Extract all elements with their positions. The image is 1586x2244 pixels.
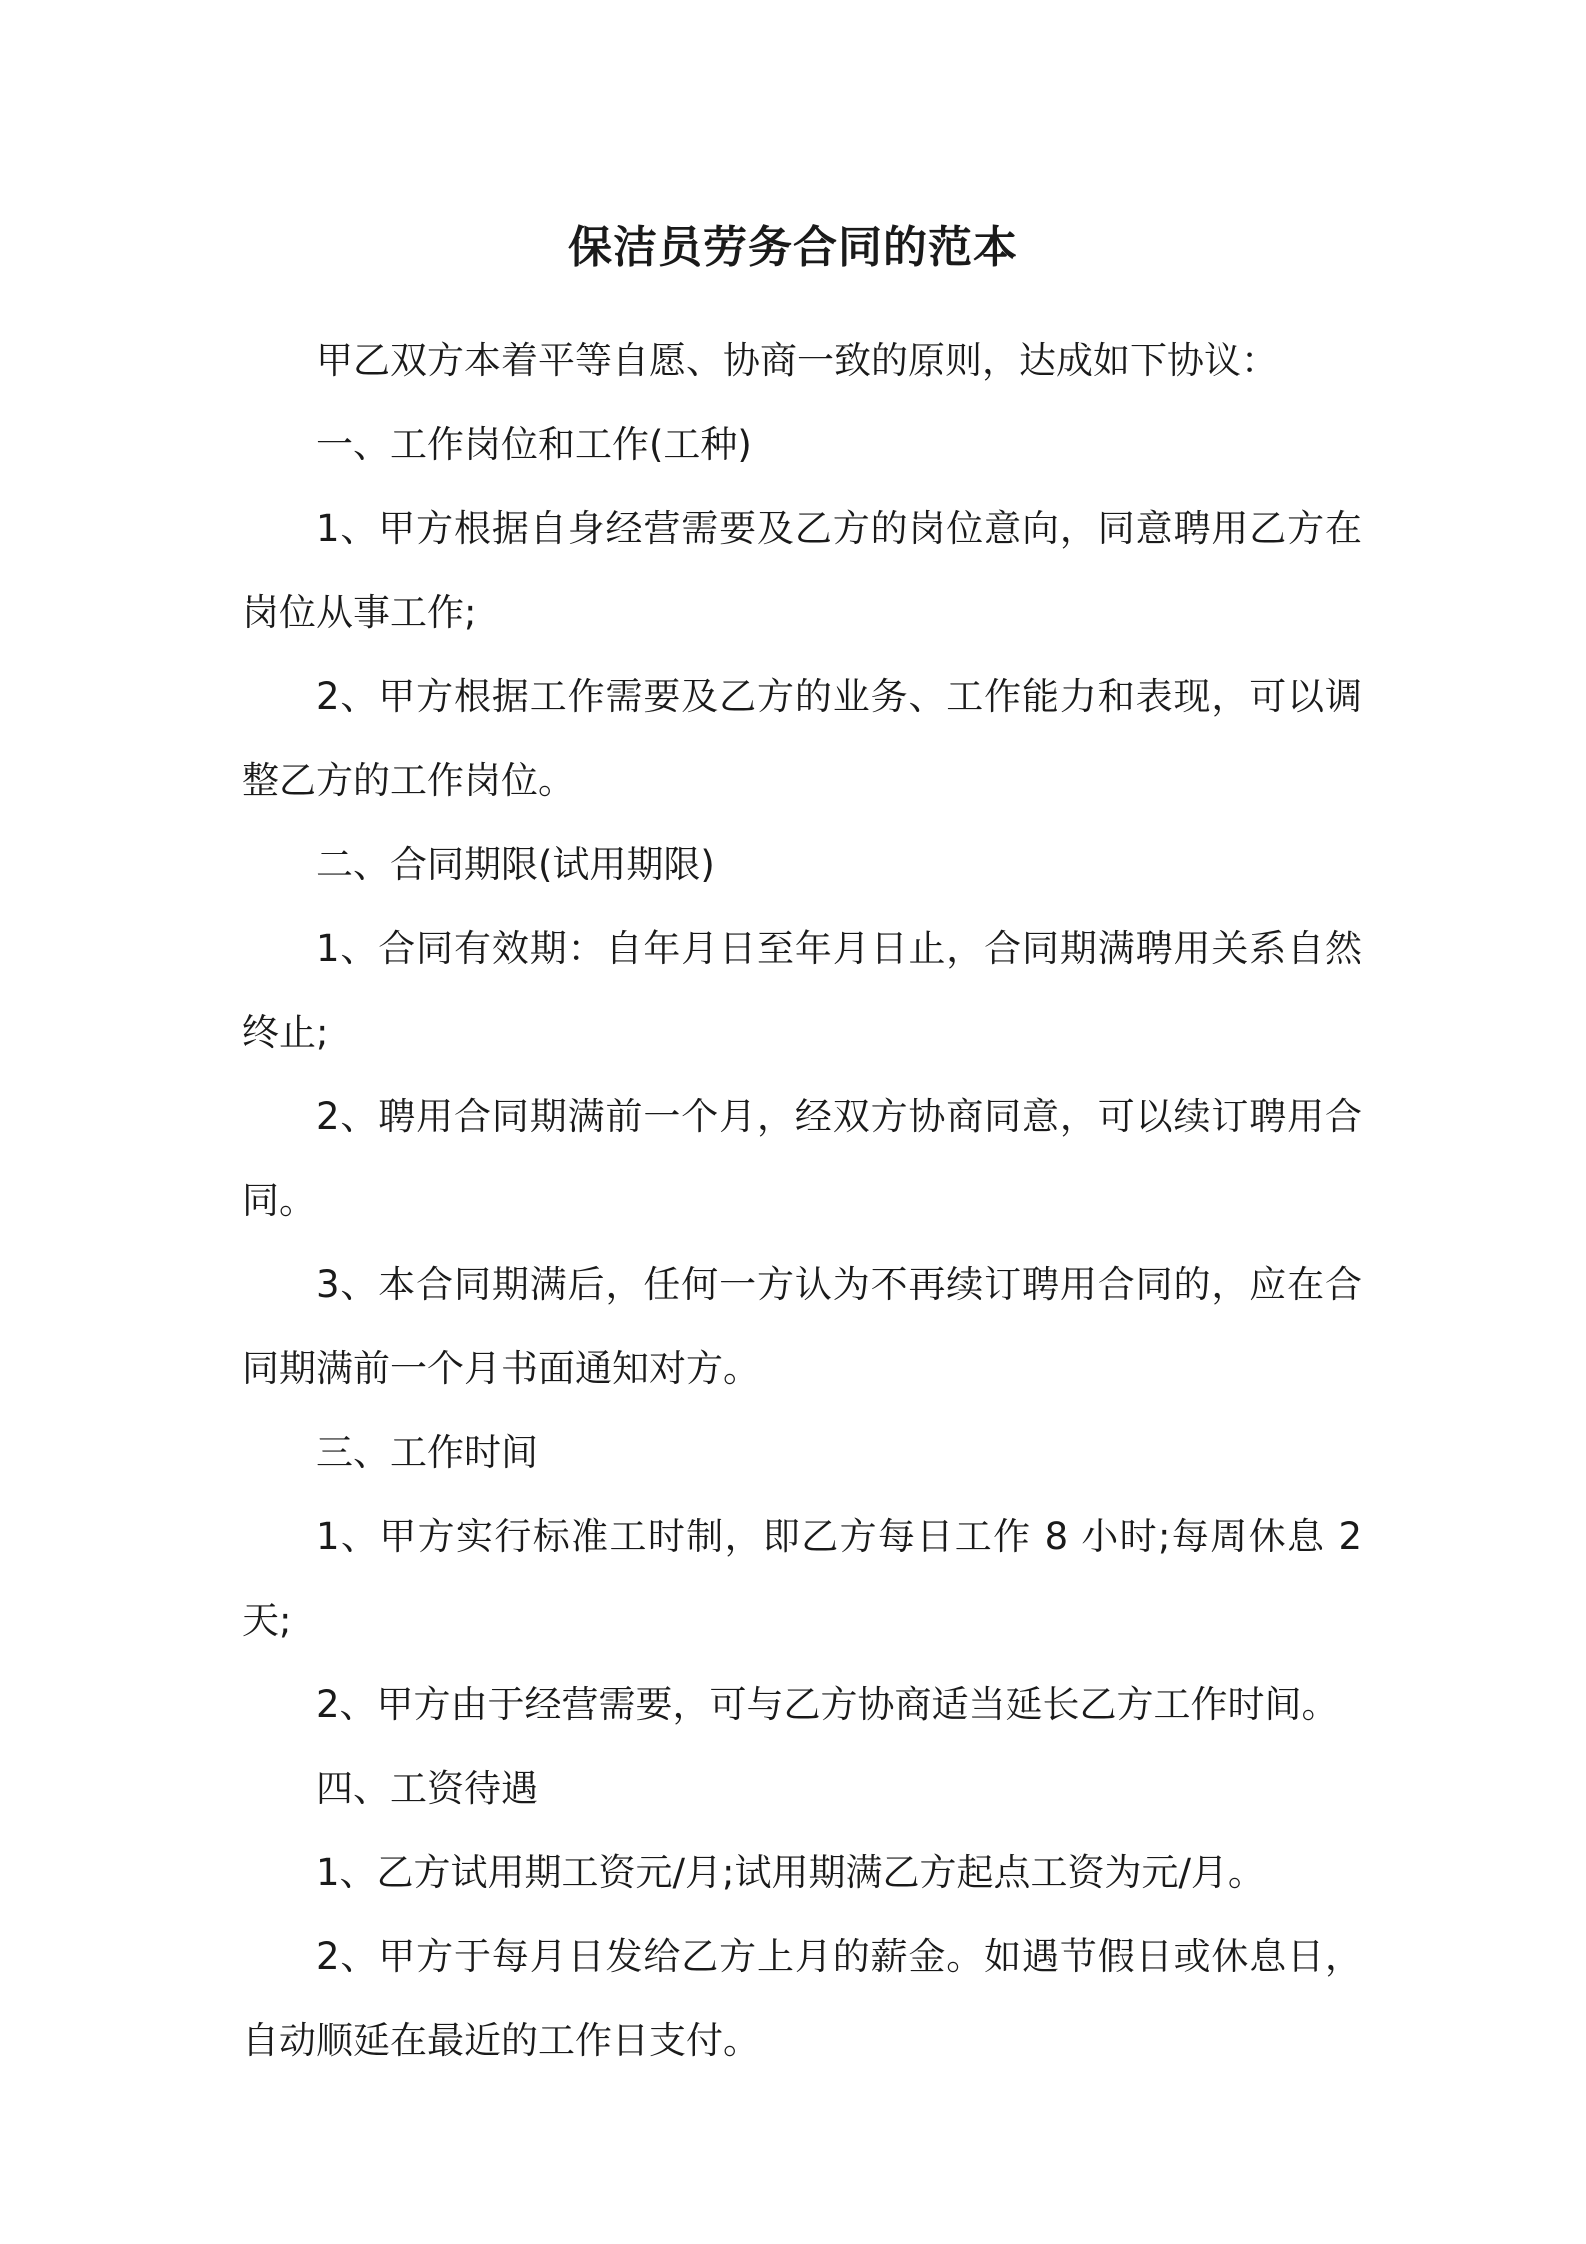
paragraph-wages-1: 1、乙方试用期工资元/月;试用期满乙方起点工资为元/月。 <box>316 1851 1265 1894</box>
paragraph-intro: 甲乙双方本着平等自愿、协商一致的原则，达成如下协议： <box>316 339 1278 382</box>
section-heading-hours: 三、工作时间 <box>316 1431 538 1474</box>
paragraph-job-1: 1、甲方根据自身经营需要及乙方的岗位意向，同意聘用乙方在岗位从事工作; <box>242 507 1362 634</box>
section-heading-job: 一、工作岗位和工作(工种) <box>316 423 752 466</box>
section-heading-wages: 四、工资待遇 <box>316 1767 538 1810</box>
document-title: 保洁员劳务合同的范本 <box>568 222 1018 273</box>
paragraph-term-1: 1、合同有效期：自年月日至年月日止，合同期满聘用关系自然终止; <box>242 927 1362 1054</box>
paragraph-hours-2: 2、甲方由于经营需要，可与乙方协商适当延长乙方工作时间。 <box>316 1683 1339 1726</box>
paragraph-wages-2: 2、甲方于每月日发给乙方上月的薪金。如遇节假日或休息日，自动顺延在最近的工作日支付。 <box>242 1935 1362 2062</box>
paragraph-term-3: 3、本合同期满后，任何一方认为不再续订聘用合同的，应在合同期满前一个月书面通知对方。 <box>242 1263 1362 1390</box>
section-heading-term: 二、合同期限(试用期限) <box>316 843 715 886</box>
paragraph-term-2: 2、聘用合同期满前一个月，经双方协商同意，可以续订聘用合同。 <box>242 1095 1362 1222</box>
paragraph-job-2: 2、甲方根据工作需要及乙方的业务、工作能力和表现，可以调整乙方的工作岗位。 <box>242 675 1362 802</box>
document-body <box>242 319 1362 2083</box>
paragraph-hours-1: 1、甲方实行标准工时制，即乙方每日工作 8 小时;每周休息 2 天; <box>242 1515 1362 1642</box>
